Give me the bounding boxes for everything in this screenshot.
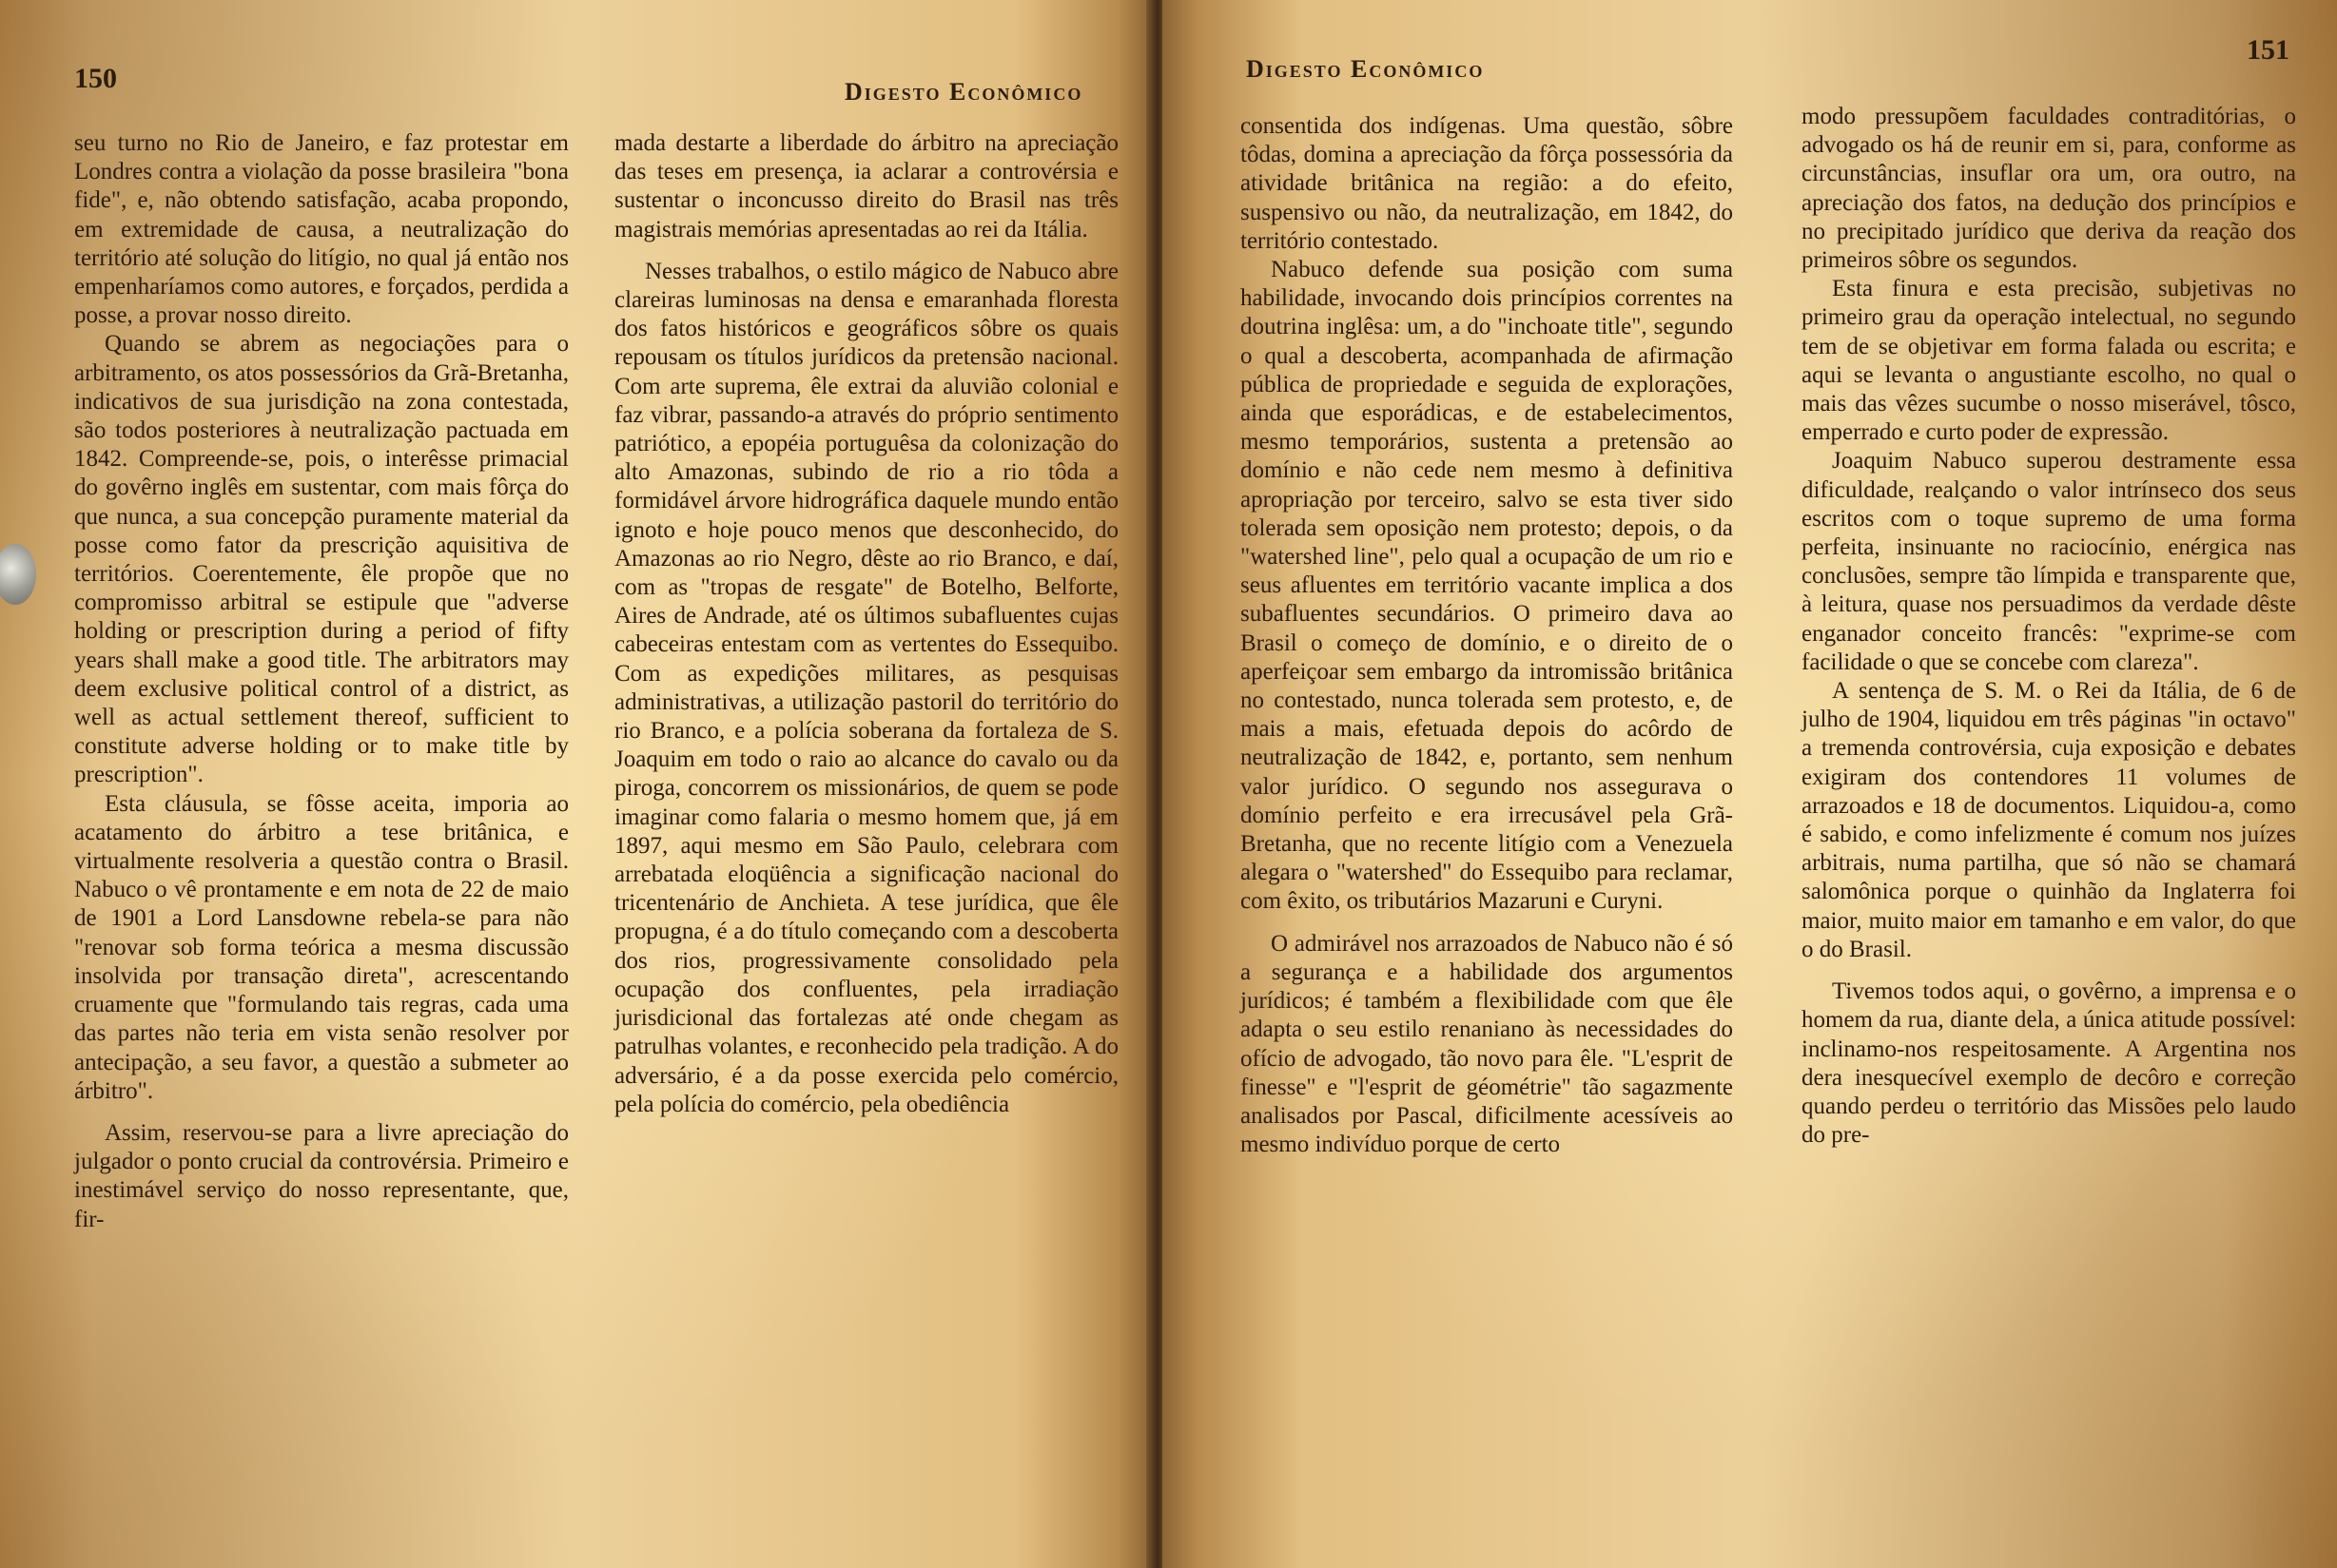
right-page: [1162, 0, 2337, 1568]
paragraph: consentida dos indígenas. Uma questão, sôbre tôdas, domina a apreciação da fôrça possessória da atividade britânica na região: a do efeito, suspensivo ou não, da neutralização, em 1842, do território contestado.: [1240, 113, 1733, 254]
paragraph: Joaquim Nabuco superou destramente essa dificuldade, realçando o valor intrínseco dos seus escritos com o toque supremo de uma forma perfeita, insinuante no raciocínio, enérgica nas conclusões, sempre tão límpida e transparente que, à leitura, quase nos persuadimos da verdade dêste enganador conceito francês: "exprime-se com facilidade o que se concebe com clareza".: [1801, 448, 2296, 675]
paragraph: mada destarte a liberdade do árbitro na apreciação das teses em presença, ia aclarar a controvérsia e sustentar o inconcusso direito do Brasil nas três magistrais memórias apresentadas ao rei da Itália.: [614, 130, 1119, 242]
paper-clip: [0, 544, 36, 605]
paragraph: Nabuco defende sua posição com suma habilidade, invocando dois princípios correntes na doutrina inglêsa: um, a do "inchoate title", segundo o qual a descoberta, acompanhada de afirmação pública de propriedade e seguida de explorações, ainda que esporádicas, e de estabelecimentos, mesmo temporários, sustenta a pretensão ao domínio e não cede nem mesmo à definitiva apropriação por terceiro, salvo se esta tiver sido tolerada sem oposição nem protesto; depois, o da "watershed line", pelo qual a ocupação de um rio e seus afluentes em território vacante implica a dos subafluentes secundários. O primeiro dava ao Brasil o começo de domínio, e o direito de o aperfeiçoar sem embargo da intromissão britânica no contestado, nunca tolerada sem protesto, e, de mais a mais, efetuada depois do acôrdo de neutralização de 1842, e, portanto, sem nenhum valor jurídico. O segundo nos assegurava o domínio perfeito e era irrecusável pela Grã-Bretanha, que no recente litígio com a Venezuela alegara o "watershed" do Essequibo para reclamar, com êxito, os tributários Mazaruni e Curyni.: [1240, 257, 1733, 915]
paragraph: seu turno no Rio de Janeiro, e faz protestar em Londres contra a violação da posse brasileira "bona fide", e, não obtendo satisfação, acaba propondo, em extremidade de causa, a neutralização do território até solução do litígio, no qual já então nos empenharíamos como autores, e forçados, perdida a posse, a provar nosso direito.: [74, 130, 569, 329]
running-head: Digesto Econômico: [1246, 55, 1485, 83]
page-number: 151: [2247, 34, 2289, 66]
paragraph: Quando se abrem as negociações para o arbitramento, os atos possessórios da Grã-Bretanha, indicativos de sua jurisdição na zona contestada, são todos posteriores à neutralização pactuada em 1842. Compreende-se, pois, o interêsse primacial do govêrno inglês em sustentar, com mais fôrça do que nunca, a sua concepção puramente material da posse como fator da prescrição aquisitiva de territórios. Coerentemente, êle propõe que no compromisso arbitral se estipule que "adverse holding or prescription during a period of fifty years shall make a good title. The arbitrators may deem exclusive political control of a district, as well as actual settlement thereof, sufficient to constitute adverse holding or to make title by prescription".: [74, 331, 569, 788]
text-column-1: [1240, 112, 1733, 1159]
text-column-2: [614, 129, 1119, 1119]
paragraph: O admirável nos arrazoados de Nabuco não é só a segurança e a habilidade dos argumentos jurídicos; é também a flexibilidade com que êle adapta o seu estilo renaniano às necessidades do ofício de advogado, tão novo para êle. "L'esprit de finesse" e "l'esprit de géométrie" tão sagazmente analisados por Pascal, dificilmente acessíveis ao mesmo indivíduo porque de certo: [1240, 930, 1733, 1158]
text-column-2: [1801, 103, 2296, 1150]
running-head: Digesto Econômico: [845, 78, 1083, 106]
paragraph: Tivemos todos aqui, o govêrno, a imprensa e o homem da rua, diante dela, a única atitude possível: inclinamo-nos respeitosamente. A Argentina nos dera inesquecível exemplo de decôro e correção quando perdeu o território das Missões pelo laudo do pre-: [1801, 978, 2296, 1149]
text-column-1: [74, 129, 569, 1234]
paragraph: Esta cláusula, se fôsse aceita, imporia ao acatamento do árbitro a tese britânica, e virtualmente resolveria a questão contra o Brasil. Nabuco o vê prontamente e em nota de 22 de maio de 1901 a Lord Lansdowne rebela-se para não "renovar sob forma teórica a mesma discussão insolvida por transação direta", acrescentando cruamente que "formulando tais regras, cada uma das partes não teria em vista senão resolver por antecipação, a seu favor, a questão a submeter ao árbitro".: [74, 790, 569, 1104]
left-page: [0, 0, 1153, 1568]
paragraph: Nesses trabalhos, o estilo mágico de Nabuco abre clareiras luminosas na densa e emaranhada floresta dos fatos históricos e geográficos sôbre os quais repousam os títulos jurídicos da pretensão nacional. Com arte suprema, êle extrai da aluvião colonial e faz vibrar, passando-a através do próprio sentimento patriótico, a epopéia portuguêsa da colonização do alto Amazonas, subindo de rio a rio tôda a formidável árvore hidrográfica daquele mundo então ignoto e hoje pouco menos que desconhecido, do Amazonas ao rio Negro, dêste ao rio Branco, e daí, com as "tropas de resgate" de Botelho, Belforte, Aires de Andrade, até os últimos subafluentes cujas cabeceiras entestam com as vertentes do Essequibo. Com as expedições militares, as pesquisas administrativas, a utilização pastoril do território do rio Branco, e a polícia soberana da fortaleza de S. Joaquim em todo o raio ao alcance do cavalo ou da piroga, concorrem os missionários, de quem se pode imaginar como falaria o mesmo homem que, já em 1897, aqui mesmo em São Paulo, celebrara com arrebatada eloqüência a significação nacional do tricentenário de Anchieta. A tese jurídica, que êle propugna, é a do título começando com a descoberta dos rios, progressivamente consolidado pela ocupação dos confluentes, pela irradiação jurisdicional das fortalezas até onde chegam as patrulhas volantes, e reconhecido pela tradição. A do adversário, é a da posse exercida pelo comércio, pela polícia do comércio, pela obediência: [614, 258, 1119, 1117]
page-number: 150: [74, 63, 117, 94]
paragraph: Esta finura e esta precisão, subjetivas no primeiro grau da operação intelectual, no segundo tem de se objetivar em forma falada ou escrita; e aqui se levanta o angustiante escolho, no qual o mais das vêzes sucumbe o nosso miserável, tôsco, emperrado e curto poder de expressão.: [1801, 276, 2296, 446]
paragraph: Assim, reservou-se para a livre apreciação do julgador o ponto crucial da controvérsia. Primeiro e inestimável serviço do nosso representante, que, fir-: [74, 1119, 569, 1232]
paragraph: modo pressupõem faculdades contraditórias, o advogado os há de reunir em si, para, conforme as circunstâncias, insuflar ora um, ora outro, na apreciação dos fatos, na dedução dos princípios e no precipitado jurídico que deriva da reação dos primeiros sôbre os segundos.: [1801, 104, 2296, 274]
paragraph: A sentença de S. M. o Rei da Itália, de 6 de julho de 1904, liquidou em três páginas "in octavo" a tremenda controvérsia, cuja exposição e debates exigiram dos contendores 11 volumes de arrazoados e 18 de documentos. Liquidou-a, como é sabido, e como infelizmente é comum nos juízes arbitrais, numa partilha, que só não se chamará salomônica porque o quinhão da Inglaterra foi maior, muito maior em tamanho e em valor, do que o do Brasil.: [1801, 678, 2296, 962]
